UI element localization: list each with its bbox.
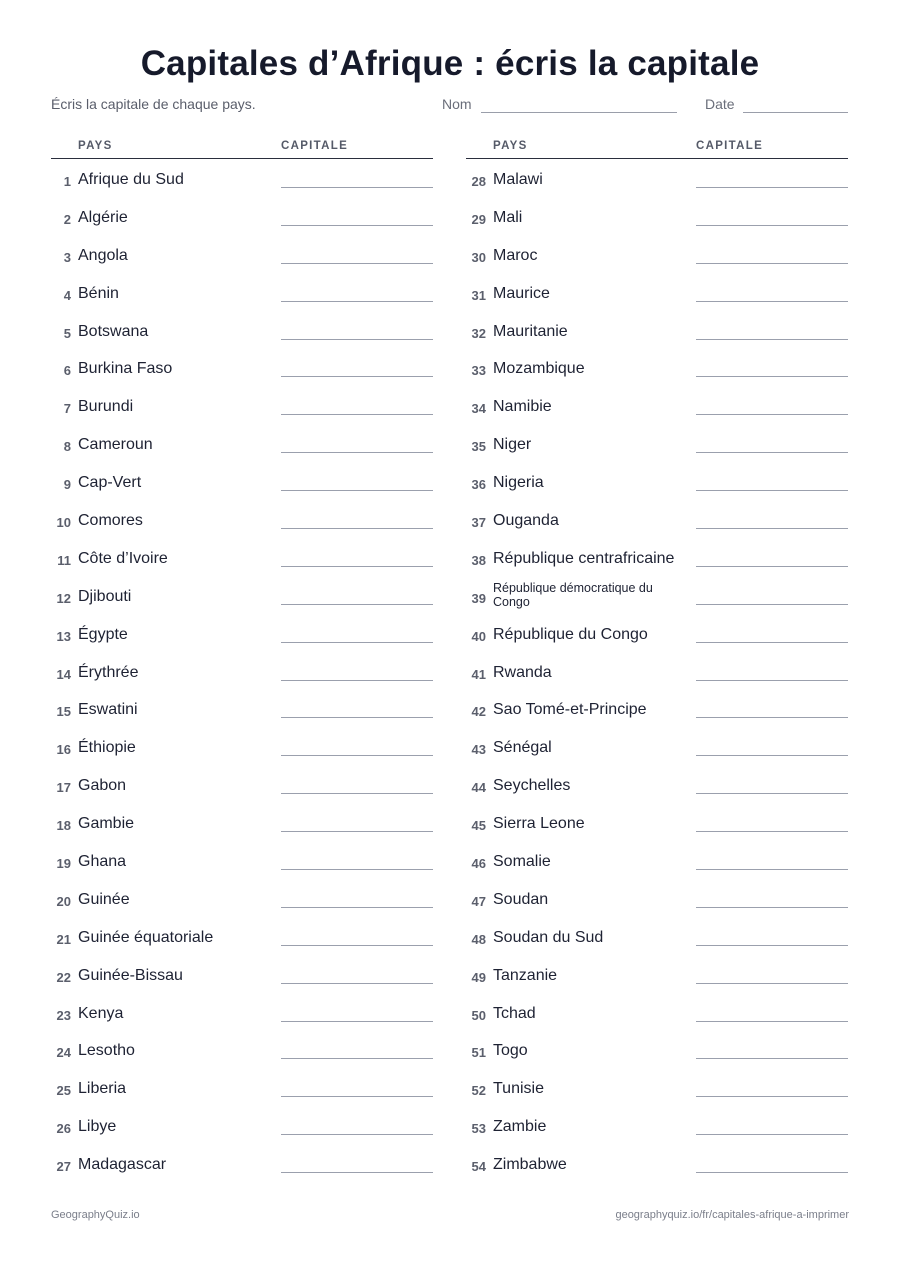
capital-answer-line[interactable] bbox=[281, 566, 433, 567]
row-number: 12 bbox=[56, 590, 71, 606]
capital-answer-line[interactable] bbox=[281, 945, 433, 946]
table-row bbox=[466, 424, 848, 462]
row-number: 38 bbox=[471, 552, 486, 568]
row-number: 53 bbox=[471, 1121, 486, 1137]
country-name: Sierra Leone bbox=[493, 815, 585, 833]
capital-answer-line[interactable] bbox=[696, 301, 848, 302]
capital-answer-line[interactable] bbox=[281, 376, 433, 377]
country-name: Togo bbox=[493, 1042, 528, 1060]
capital-answer-line[interactable] bbox=[696, 566, 848, 567]
capital-answer-line[interactable] bbox=[281, 1096, 433, 1097]
capital-answer-line[interactable] bbox=[281, 490, 433, 491]
country-name: Zimbabwe bbox=[493, 1156, 567, 1174]
row-number: 35 bbox=[471, 439, 486, 455]
table-row bbox=[466, 462, 848, 500]
country-name: Égypte bbox=[78, 625, 128, 643]
country-name: Seychelles bbox=[493, 777, 571, 795]
country-name: Comores bbox=[78, 512, 143, 530]
country-name: Botswana bbox=[78, 322, 149, 340]
table-row bbox=[466, 500, 848, 538]
capital-answer-line[interactable] bbox=[281, 414, 433, 415]
table-row bbox=[466, 1068, 848, 1106]
row-number: 17 bbox=[56, 780, 71, 796]
row-number: 52 bbox=[471, 1083, 486, 1099]
country-name: Maroc bbox=[493, 246, 538, 264]
country-name: Érythrée bbox=[78, 663, 139, 681]
row-number: 20 bbox=[56, 893, 71, 909]
capital-answer-line[interactable] bbox=[696, 604, 848, 605]
capital-column-header: CAPITALE bbox=[696, 140, 764, 152]
row-number: 40 bbox=[471, 628, 486, 644]
country-name: Rwanda bbox=[493, 663, 552, 681]
table-row bbox=[51, 879, 433, 917]
capital-answer-line[interactable] bbox=[281, 642, 433, 643]
capital-answer-line[interactable] bbox=[696, 680, 848, 681]
table-row bbox=[51, 500, 433, 538]
table-row bbox=[466, 652, 848, 690]
table-row bbox=[51, 652, 433, 690]
capital-answer-line[interactable] bbox=[281, 225, 433, 226]
row-number: 41 bbox=[471, 666, 486, 682]
country-name: Djibouti bbox=[78, 587, 132, 605]
country-name: Lesotho bbox=[78, 1042, 135, 1060]
row-number: 24 bbox=[56, 1045, 71, 1061]
page-title: Capitales d’Afrique : écris la capitale bbox=[140, 44, 760, 83]
capital-answer-line[interactable] bbox=[696, 1172, 848, 1173]
capital-answer-line[interactable] bbox=[281, 793, 433, 794]
row-number: 1 bbox=[63, 174, 71, 189]
row-number: 7 bbox=[63, 401, 71, 417]
capital-answer-line[interactable] bbox=[281, 1021, 433, 1022]
table-row bbox=[51, 1030, 433, 1068]
footer-brand: GeographyQuiz.io bbox=[51, 1209, 140, 1221]
country-name: Namibie bbox=[493, 398, 552, 416]
capital-answer-line[interactable] bbox=[696, 642, 848, 643]
left-column bbox=[51, 138, 433, 1182]
table-row bbox=[51, 197, 433, 235]
capital-answer-line[interactable] bbox=[696, 831, 848, 832]
country-name: Mauritanie bbox=[493, 322, 568, 340]
capital-answer-line[interactable] bbox=[281, 831, 433, 832]
table-row bbox=[51, 1144, 433, 1182]
country-name: Nigeria bbox=[493, 474, 544, 492]
table-row bbox=[51, 538, 433, 576]
capital-answer-line[interactable] bbox=[696, 755, 848, 756]
country-name: Cameroun bbox=[78, 436, 153, 454]
row-number: 4 bbox=[63, 287, 71, 303]
row-number: 36 bbox=[471, 477, 486, 493]
table-row bbox=[51, 462, 433, 500]
row-number: 34 bbox=[471, 401, 486, 417]
table-row bbox=[51, 386, 433, 424]
row-number: 51 bbox=[471, 1045, 486, 1061]
country-name: Sénégal bbox=[493, 739, 552, 757]
row-number: 22 bbox=[56, 969, 71, 985]
table-row bbox=[466, 841, 848, 879]
table-row bbox=[466, 1106, 848, 1144]
name-field-line[interactable] bbox=[481, 112, 677, 113]
country-name: Angola bbox=[78, 246, 128, 264]
row-number: 39 bbox=[471, 590, 486, 606]
table-row bbox=[51, 1068, 433, 1106]
table-row bbox=[51, 765, 433, 803]
capital-answer-line[interactable] bbox=[281, 301, 433, 302]
table-row bbox=[466, 273, 848, 311]
left-column-header bbox=[51, 138, 433, 159]
capital-answer-line[interactable] bbox=[696, 793, 848, 794]
capital-answer-line[interactable] bbox=[281, 983, 433, 984]
country-name: Ghana bbox=[78, 853, 127, 871]
row-number: 54 bbox=[471, 1159, 486, 1175]
country-name: Soudan du Sud bbox=[493, 928, 604, 946]
row-number: 31 bbox=[471, 287, 486, 303]
capital-answer-line[interactable] bbox=[281, 339, 433, 340]
capital-answer-line[interactable] bbox=[281, 1172, 433, 1173]
table-row bbox=[51, 424, 433, 462]
row-number: 42 bbox=[471, 704, 486, 720]
row-number: 37 bbox=[471, 515, 486, 531]
table-row bbox=[466, 727, 848, 765]
row-number: 43 bbox=[471, 742, 486, 758]
capital-answer-line[interactable] bbox=[696, 414, 848, 415]
country-name: Somalie bbox=[493, 853, 551, 871]
capital-answer-line[interactable] bbox=[281, 1134, 433, 1135]
row-number: 27 bbox=[56, 1159, 71, 1175]
table-row bbox=[51, 803, 433, 841]
country-name: Burundi bbox=[78, 398, 134, 416]
capital-answer-line[interactable] bbox=[696, 945, 848, 946]
row-number: 16 bbox=[56, 742, 71, 758]
row-number: 21 bbox=[56, 931, 71, 947]
row-number: 5 bbox=[63, 325, 71, 341]
row-number: 48 bbox=[471, 931, 486, 947]
left-rows-list bbox=[51, 159, 433, 1182]
country-name: Tchad bbox=[493, 1004, 536, 1022]
country-name: République centrafricaine bbox=[493, 549, 675, 567]
table-row bbox=[466, 159, 848, 197]
capital-answer-line[interactable] bbox=[696, 1058, 848, 1059]
table-row bbox=[466, 879, 848, 917]
country-name: Zambie bbox=[493, 1118, 547, 1136]
row-number: 19 bbox=[56, 856, 71, 872]
table-row bbox=[51, 614, 433, 652]
footer-url: geographyquiz.io/fr/capitales-afrique-a-imprimer bbox=[615, 1209, 849, 1221]
country-name: Sao Tomé-et-Principe bbox=[493, 701, 647, 719]
country-column-header: PAYS bbox=[493, 140, 528, 152]
table-row bbox=[466, 689, 848, 727]
country-column-header: PAYS bbox=[78, 140, 113, 152]
row-number: 6 bbox=[63, 363, 71, 379]
table-row bbox=[466, 311, 848, 349]
capital-answer-line[interactable] bbox=[281, 869, 433, 870]
country-name: Burkina Faso bbox=[78, 360, 173, 378]
table-row bbox=[466, 1144, 848, 1182]
row-number: 28 bbox=[471, 174, 486, 189]
table-row bbox=[466, 197, 848, 235]
table-row bbox=[51, 235, 433, 273]
row-number: 29 bbox=[471, 211, 486, 227]
capital-answer-line[interactable] bbox=[696, 869, 848, 870]
country-name: Mozambique bbox=[493, 360, 585, 378]
table-row bbox=[466, 993, 848, 1031]
country-name: Niger bbox=[493, 436, 532, 454]
table-row bbox=[51, 689, 433, 727]
country-name: Liberia bbox=[78, 1080, 127, 1098]
table-row bbox=[51, 955, 433, 993]
capital-answer-line[interactable] bbox=[281, 452, 433, 453]
capital-answer-line[interactable] bbox=[696, 1021, 848, 1022]
table-row bbox=[51, 1106, 433, 1144]
country-name: Afrique du Sud bbox=[78, 171, 184, 188]
row-number: 9 bbox=[63, 477, 71, 493]
table-row bbox=[51, 993, 433, 1031]
country-name: Tanzanie bbox=[493, 966, 558, 984]
table-row bbox=[51, 727, 433, 765]
capital-answer-line[interactable] bbox=[696, 187, 848, 188]
country-name: Cap-Vert bbox=[78, 474, 142, 492]
table-row bbox=[51, 917, 433, 955]
country-name: Soudan bbox=[493, 890, 549, 908]
table-row bbox=[466, 348, 848, 386]
country-name: Ouganda bbox=[493, 512, 559, 530]
table-row bbox=[466, 538, 848, 576]
country-name: Libye bbox=[78, 1118, 117, 1136]
row-number: 13 bbox=[56, 628, 71, 644]
table-row bbox=[466, 917, 848, 955]
row-number: 45 bbox=[471, 818, 486, 834]
table-row bbox=[466, 235, 848, 273]
country-name: Guinée bbox=[78, 890, 130, 908]
table-row bbox=[51, 311, 433, 349]
row-number: 26 bbox=[56, 1121, 71, 1137]
table-row bbox=[466, 1030, 848, 1068]
country-name: Guinée-Bissau bbox=[78, 966, 183, 984]
capital-answer-line[interactable] bbox=[696, 225, 848, 226]
capital-answer-line[interactable] bbox=[281, 1058, 433, 1059]
capital-answer-line[interactable] bbox=[696, 1096, 848, 1097]
table-row bbox=[466, 576, 848, 614]
row-number: 49 bbox=[471, 969, 486, 985]
country-name: Gabon bbox=[78, 777, 127, 795]
row-number: 3 bbox=[63, 249, 71, 265]
country-name: Maurice bbox=[493, 284, 550, 302]
instructions-text: Écris la capitale de chaque pays. bbox=[51, 96, 256, 112]
capital-answer-line[interactable] bbox=[281, 680, 433, 681]
capital-answer-line[interactable] bbox=[281, 755, 433, 756]
row-number: 18 bbox=[56, 818, 71, 834]
row-number: 11 bbox=[57, 552, 71, 568]
right-column bbox=[466, 138, 848, 1182]
right-column-header bbox=[466, 138, 848, 159]
capital-answer-line[interactable] bbox=[696, 907, 848, 908]
row-number: 47 bbox=[471, 893, 486, 909]
table-row bbox=[466, 386, 848, 424]
capital-answer-line[interactable] bbox=[281, 187, 433, 188]
country-name: République démocratique du Congo bbox=[493, 580, 653, 609]
country-name: République du Congo bbox=[493, 625, 648, 643]
row-number: 32 bbox=[471, 325, 486, 341]
table-row bbox=[51, 576, 433, 614]
capital-answer-line[interactable] bbox=[696, 339, 848, 340]
country-name: Éthiopie bbox=[78, 739, 136, 757]
date-field-line[interactable] bbox=[743, 112, 848, 113]
capital-answer-line[interactable] bbox=[696, 452, 848, 453]
country-name: Gambie bbox=[78, 815, 135, 833]
country-name: Malawi bbox=[493, 171, 543, 188]
capital-answer-line[interactable] bbox=[696, 528, 848, 529]
row-number: 46 bbox=[471, 856, 486, 872]
country-name: Côte d’Ivoire bbox=[78, 549, 168, 567]
table-row bbox=[466, 955, 848, 993]
row-number: 10 bbox=[56, 515, 71, 531]
capital-answer-line[interactable] bbox=[696, 376, 848, 377]
row-number: 50 bbox=[471, 1007, 486, 1023]
right-rows-list bbox=[466, 159, 848, 1182]
table-row bbox=[51, 273, 433, 311]
country-name: Algérie bbox=[78, 208, 128, 226]
country-name: Eswatini bbox=[78, 701, 138, 719]
country-name: Guinée équatoriale bbox=[78, 928, 214, 946]
table-row bbox=[51, 841, 433, 879]
row-number: 44 bbox=[471, 780, 486, 796]
row-number: 23 bbox=[56, 1007, 71, 1023]
table-row bbox=[51, 348, 433, 386]
name-label: Nom bbox=[442, 96, 472, 112]
row-number: 2 bbox=[63, 211, 71, 227]
capital-answer-line[interactable] bbox=[281, 907, 433, 908]
row-number: 15 bbox=[56, 704, 71, 720]
country-name: Kenya bbox=[78, 1004, 124, 1022]
country-name: Bénin bbox=[78, 284, 119, 302]
row-number: 33 bbox=[471, 363, 486, 379]
capital-answer-line[interactable] bbox=[696, 490, 848, 491]
table-row bbox=[466, 614, 848, 652]
country-name: Tunisie bbox=[493, 1080, 544, 1098]
row-number: 25 bbox=[56, 1083, 71, 1099]
row-number: 14 bbox=[56, 666, 71, 682]
country-name: Mali bbox=[493, 208, 523, 226]
table-row bbox=[466, 765, 848, 803]
capital-answer-line[interactable] bbox=[696, 717, 848, 718]
row-number: 30 bbox=[471, 249, 486, 265]
table-row bbox=[51, 159, 433, 197]
capital-answer-line[interactable] bbox=[281, 528, 433, 529]
date-label: Date bbox=[705, 96, 735, 112]
capital-answer-line[interactable] bbox=[696, 983, 848, 984]
capital-answer-line[interactable] bbox=[281, 263, 433, 264]
table-row bbox=[466, 803, 848, 841]
row-number: 8 bbox=[63, 439, 71, 455]
capital-answer-line[interactable] bbox=[696, 263, 848, 264]
capital-answer-line[interactable] bbox=[281, 717, 433, 718]
capital-answer-line[interactable] bbox=[281, 604, 433, 605]
capital-answer-line[interactable] bbox=[696, 1134, 848, 1135]
capital-column-header: CAPITALE bbox=[281, 140, 349, 152]
country-name: Madagascar bbox=[78, 1156, 167, 1174]
